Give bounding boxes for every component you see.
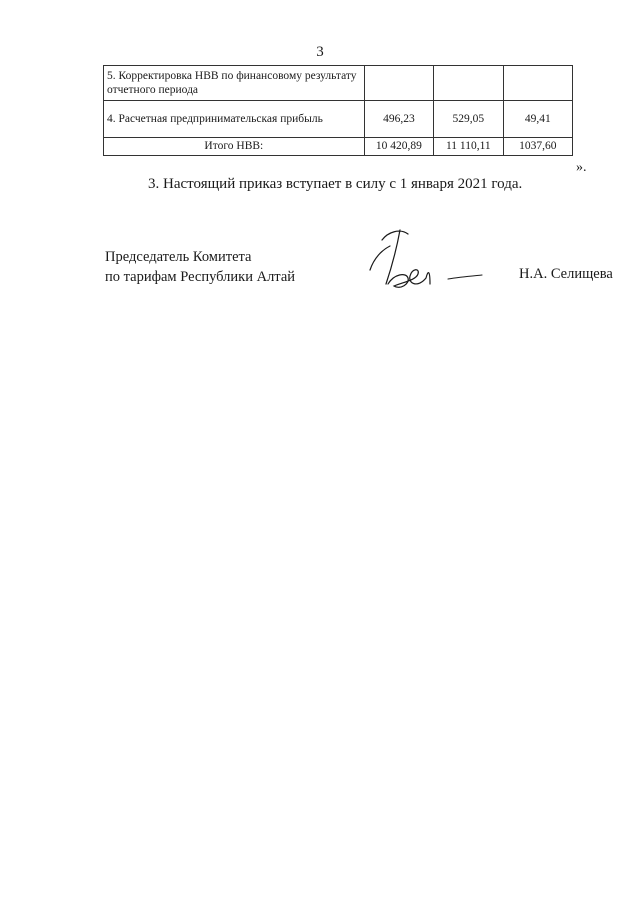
table-row-total	[104, 138, 573, 156]
signer-name: Н.А. Селищева	[519, 266, 613, 282]
signer-title-line: по тарифам Республики Алтай	[105, 269, 296, 285]
clause-3: 3. Настоящий приказ вступает в силу с 1 января 2021 года.	[148, 176, 523, 192]
handwritten-signature-icon	[360, 222, 490, 302]
table-cell	[434, 66, 503, 101]
table-cell: 529,05	[434, 101, 503, 138]
total-label: Итого НВВ:	[104, 138, 365, 156]
table-row	[104, 101, 573, 138]
closing-quote: ».	[576, 160, 587, 175]
table-row	[104, 66, 573, 101]
page-number: 3	[316, 44, 324, 60]
table-cell	[503, 66, 572, 101]
table-cell	[364, 66, 433, 101]
table-cell: 1037,60	[503, 138, 572, 156]
table-cell: 49,41	[503, 101, 572, 138]
row-label: 5. Корректировка НВВ по финансовому результату отчетного периода	[104, 66, 365, 101]
table-cell: 10 420,89	[364, 138, 433, 156]
table-cell: 496,23	[364, 101, 433, 138]
signer-title	[105, 247, 295, 287]
signer-title-line: Председатель Комитета	[105, 249, 252, 265]
row-label: 4. Расчетная предпринимательская прибыль	[104, 101, 365, 138]
table-cell: 11 110,11	[434, 138, 503, 156]
tariff-table	[103, 65, 573, 156]
